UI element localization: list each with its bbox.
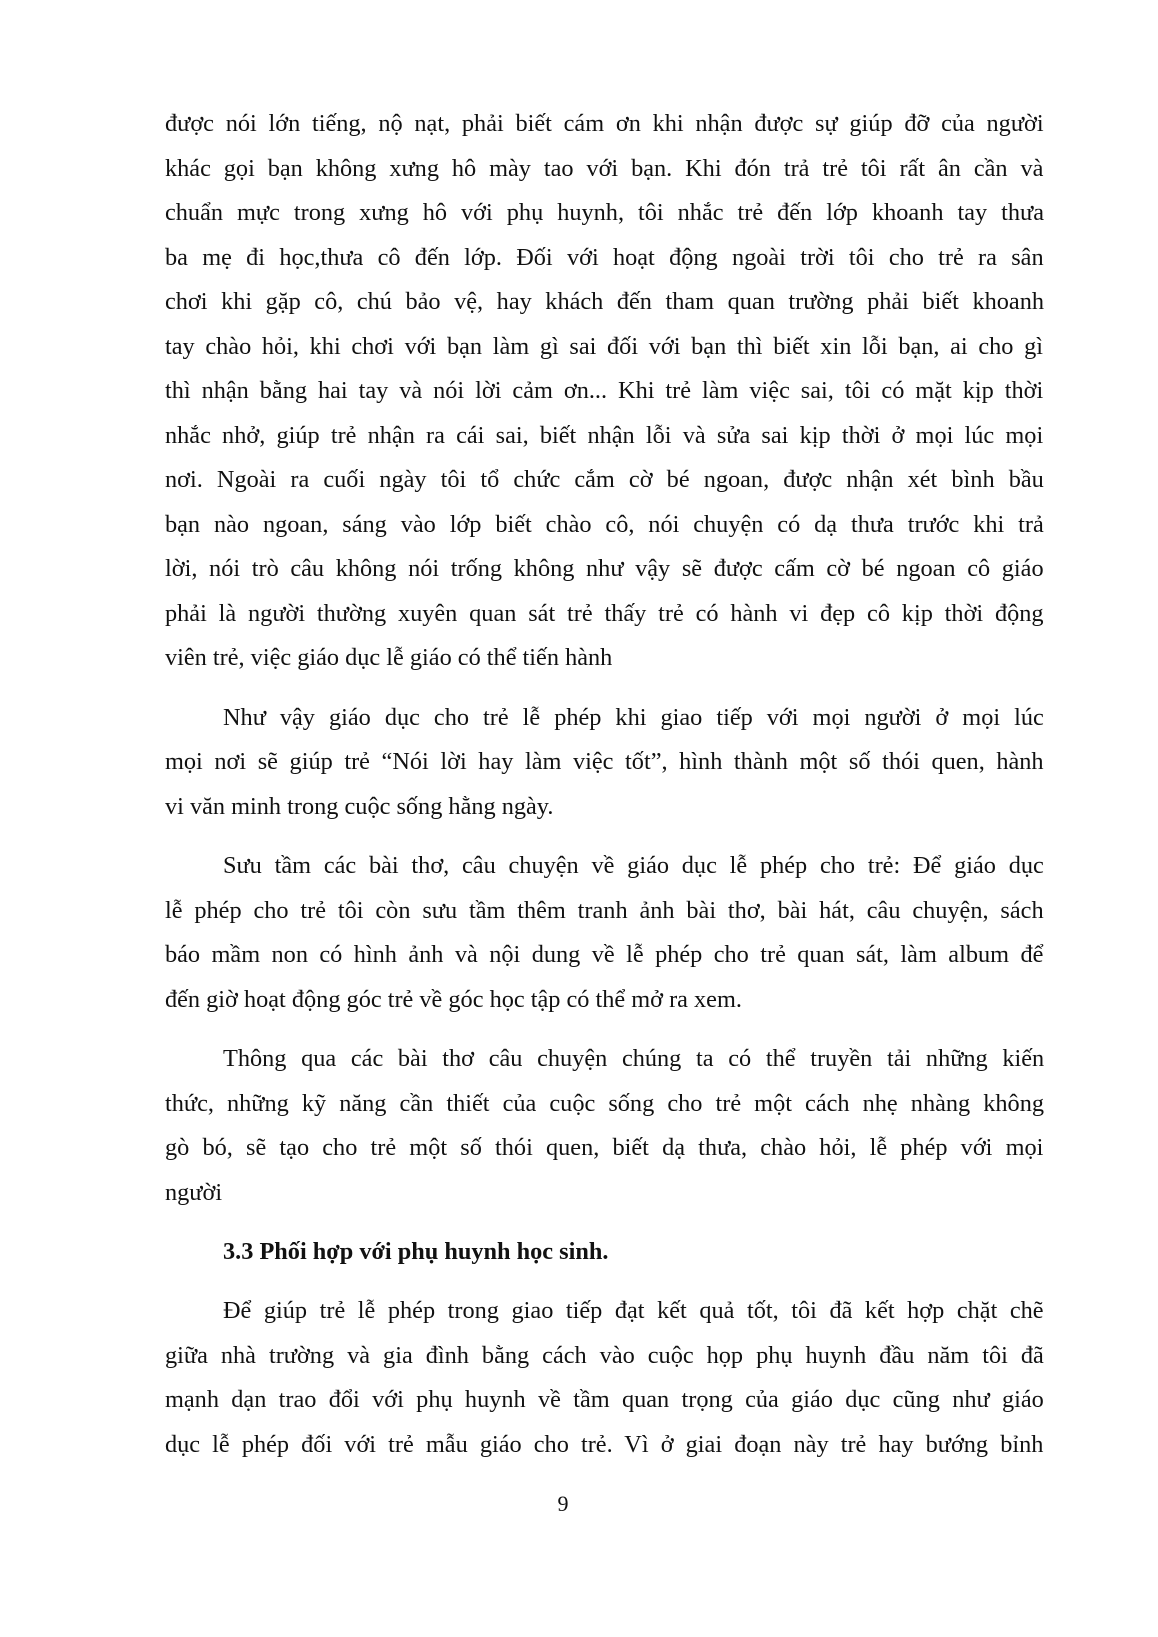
text-line: người bbox=[165, 1179, 223, 1206]
text-line: dục lễ phép đối với trẻ mẫu giáo cho trẻ. Vì ở giai đoạn này trẻ hay bướng bỉnh bbox=[165, 1431, 1044, 1458]
text-line: giữa nhà trường và gia đình bằng cách vào cuộc họp phụ huynh đầu năm tôi đã bbox=[165, 1342, 1044, 1369]
text-line: đến giờ hoạt động góc trẻ về góc học tập có thể mở ra xem. bbox=[165, 986, 742, 1013]
text-line: phải là người thường xuyên quan sát trẻ thấy trẻ có hành vi đẹp cô kịp thời động bbox=[165, 600, 1044, 627]
section-heading: 3.3 Phối hợp với phụ huynh học sinh. bbox=[223, 1238, 609, 1265]
text-line: khác gọi bạn không xưng hô mày tao với bạn. Khi đón trả trẻ tôi rất ân cần và bbox=[165, 155, 1044, 182]
text-line: nhắc nhở, giúp trẻ nhận ra cái sai, biết nhận lỗi và sửa sai kịp thời ở mọi lúc mọi bbox=[165, 422, 1044, 449]
text-line: gò bó, sẽ tạo cho trẻ một số thói quen, biết dạ thưa, chào hỏi, lễ phép với mọi bbox=[165, 1134, 1044, 1161]
text-line: nơi. Ngoài ra cuối ngày tôi tổ chức cắm cờ bé ngoan, được nhận xét bình bầu bbox=[165, 466, 1044, 493]
text-line: chuẩn mực trong xưng hô với phụ huynh, tôi nhắc trẻ đến lớp khoanh tay thưa bbox=[165, 199, 1044, 226]
page-number: 9 bbox=[557, 1491, 569, 1516]
text-line: bạn nào ngoan, sáng vào lớp biết chào cô, nói chuyện có dạ thưa trước khi trả bbox=[165, 511, 1044, 538]
text-line: mọi nơi sẽ giúp trẻ “Nói lời hay làm việc tốt”, hình thành một số thói quen, hành bbox=[165, 748, 1044, 775]
text-line: tay chào hỏi, khi chơi với bạn làm gì sai đối với bạn thì biết xin lỗi bạn, ai cho gì bbox=[165, 333, 1043, 360]
text-line: mạnh dạn trao đổi với phụ huynh về tầm quan trọng của giáo dục cũng như giáo bbox=[165, 1386, 1044, 1413]
text-line: lễ phép cho trẻ tôi còn sưu tầm thêm tranh ảnh bài thơ, bài hát, câu chuyện, sách bbox=[165, 897, 1044, 924]
text-line: báo mầm non có hình ảnh và nội dung về lễ phép cho trẻ quan sát, làm album để bbox=[165, 941, 1044, 968]
text-line: lời, nói trò câu không nói trống không như vậy sẽ được cấm cờ bé ngoan cô giáo bbox=[165, 555, 1044, 582]
text-line: ba mẹ đi học,thưa cô đến lớp. Đối với hoạt động ngoài trời tôi cho trẻ ra sân bbox=[165, 244, 1044, 271]
text-line: vi văn minh trong cuộc sống hằng ngày. bbox=[165, 793, 554, 820]
text-line: được nói lớn tiếng, nộ nạt, phải biết cám ơn khi nhận được sự giúp đỡ của người bbox=[165, 110, 1044, 137]
text-line: Thông qua các bài thơ câu chuyện chúng ta có thể truyền tải những kiến bbox=[223, 1045, 1045, 1072]
text-line: Để giúp trẻ lễ phép trong giao tiếp đạt kết quả tốt, tôi đã kết hợp chặt chẽ bbox=[223, 1297, 1044, 1324]
text-line: viên trẻ, việc giáo dục lễ giáo có thể tiến hành bbox=[165, 644, 613, 671]
text-line: chơi khi gặp cô, chú bảo vệ, hay khách đến tham quan trường phải biết khoanh bbox=[165, 288, 1044, 315]
text-line: Như vậy giáo dục cho trẻ lễ phép khi giao tiếp với mọi người ở mọi lúc bbox=[223, 704, 1044, 731]
text-line: thức, những kỹ năng cần thiết của cuộc sống cho trẻ một cách nhẹ nhàng không bbox=[165, 1090, 1044, 1117]
text-line: Sưu tầm các bài thơ, câu chuyện về giáo dục lễ phép cho trẻ: Để giáo dục bbox=[223, 852, 1044, 879]
text-line: thì nhận bằng hai tay và nói lời cảm ơn... Khi trẻ làm việc sai, tôi có mặt kịp thời bbox=[165, 377, 1044, 404]
